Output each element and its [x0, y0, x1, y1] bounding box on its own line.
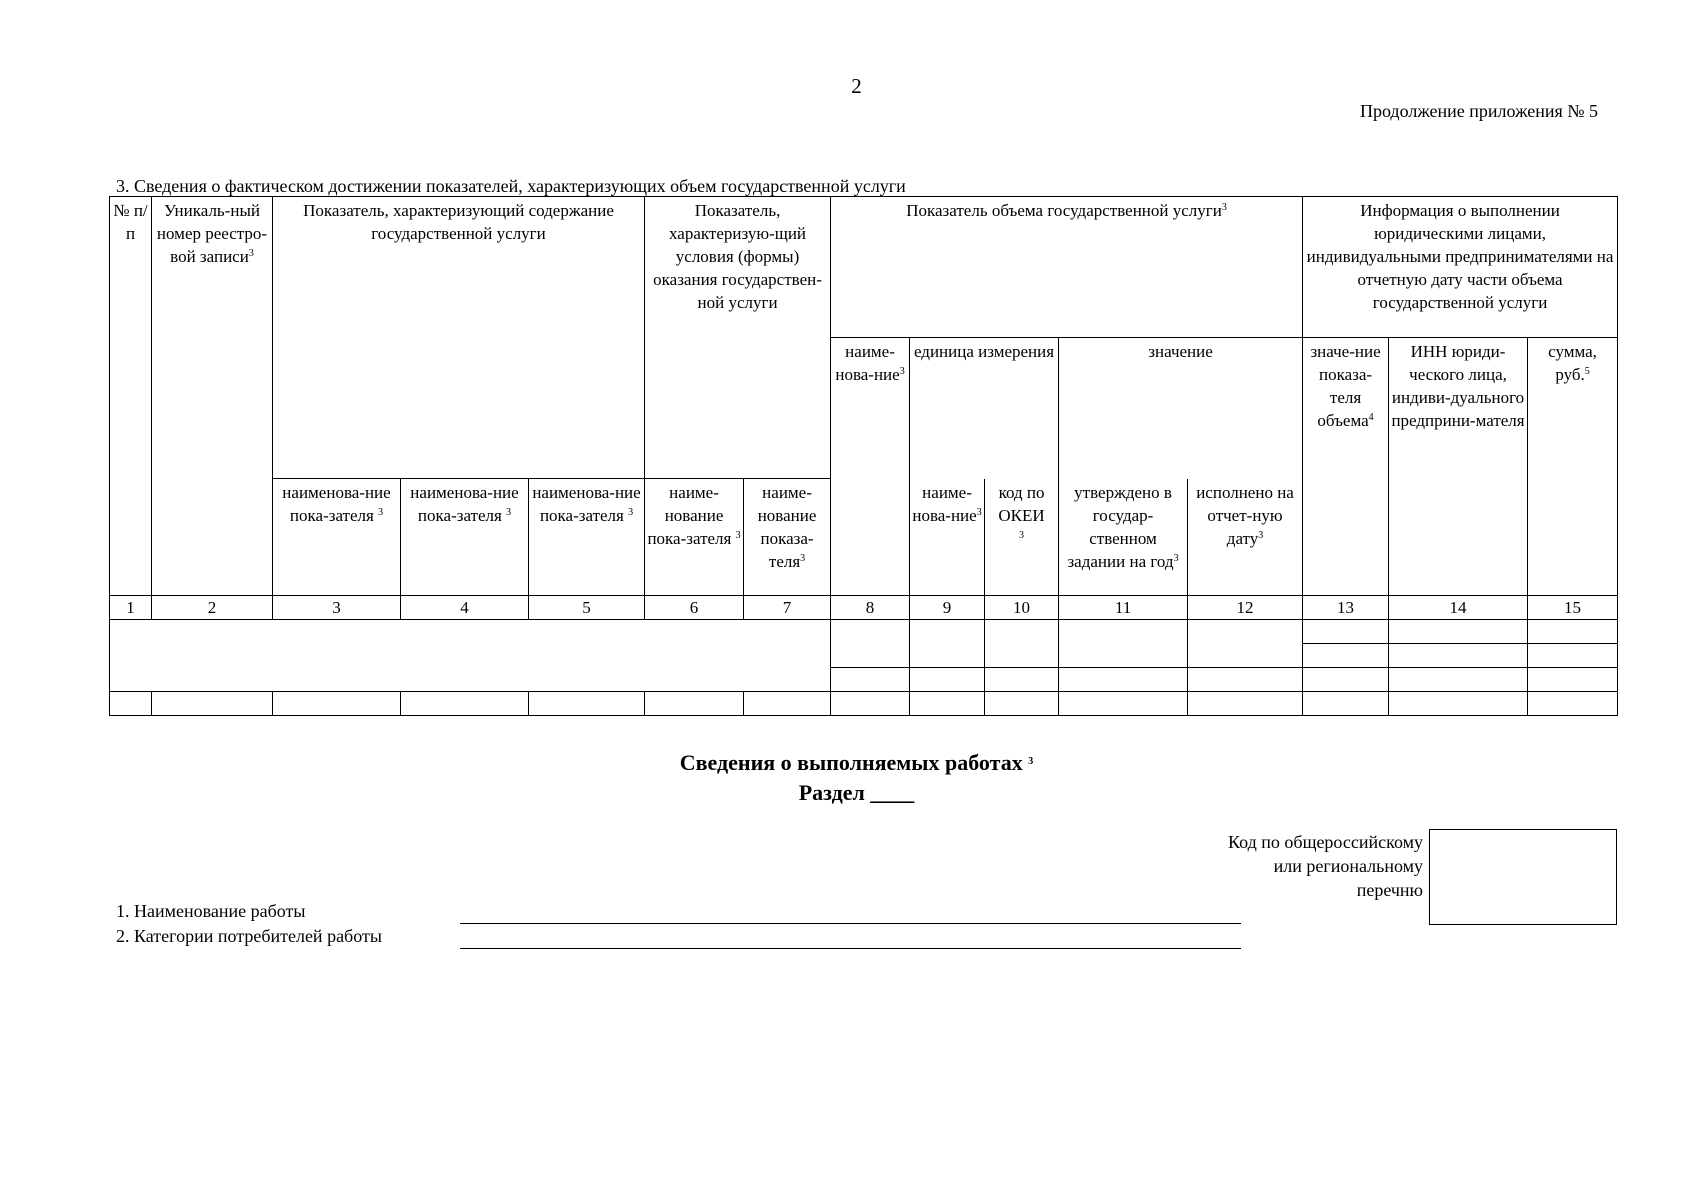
merged-empty-cell: [110, 620, 831, 692]
table-cell: [985, 620, 1059, 668]
table-cell: [1303, 620, 1389, 644]
table-cell: [273, 692, 401, 716]
table-cell: [831, 620, 910, 668]
header-executed: исполнено на отчет-ную дату$^3$: [1188, 479, 1303, 596]
table-cell: [645, 692, 744, 716]
table-cell: [110, 692, 152, 716]
table-cell: [1059, 692, 1188, 716]
works-title: Сведения о выполняемых работах: [679, 750, 1023, 775]
table-cell: [1188, 620, 1303, 668]
table-cell: [1303, 644, 1389, 668]
header-volume-indicator: Показатель объема государственной услуги$^3$: [831, 197, 1303, 338]
header-unit-name: наиме-нова-ние$^3$: [910, 479, 985, 596]
header-registry-number: Уникаль-ный номер реестро-вой записи$^3$: [152, 197, 273, 596]
header-content-indicator: Показатель, характеризующий содержание государственной услуги: [273, 197, 645, 479]
code-label: Код по общероссийскому или региональному перечню: [1228, 832, 1423, 900]
header-col3-indicator-name: наименова-ние пока-зателя $^3$: [273, 479, 401, 596]
table-cell: [985, 692, 1059, 716]
column-number: 4: [401, 596, 529, 620]
column-number: 5: [529, 596, 645, 620]
table-cell: [1389, 620, 1528, 644]
column-number: 11: [1059, 596, 1188, 620]
volume-indicators-table: [109, 196, 1618, 716]
page-number: 2: [851, 74, 862, 98]
table-cell: [831, 668, 910, 692]
header-col5-indicator-name: наименова-ние пока-зателя $^3$: [529, 479, 645, 596]
table-cell: [1528, 692, 1618, 716]
column-number: 3: [273, 596, 401, 620]
column-number: 10: [985, 596, 1059, 620]
table-cell: [985, 668, 1059, 692]
table-cell: [744, 692, 831, 716]
table-cell: [910, 668, 985, 692]
section-label: Раздел ____: [798, 780, 915, 805]
table-cell: [1188, 692, 1303, 716]
table-cell: [152, 692, 273, 716]
header-sum: сумма, руб.$^5$: [1528, 338, 1618, 479]
table-cell: [1389, 692, 1528, 716]
header-approved: утверждено в государ-ственном задании на год$^3$: [1059, 479, 1188, 596]
table-cell: [1528, 620, 1618, 644]
work-consumers-line[interactable]: [460, 948, 1241, 949]
header-indicator-value: значе-ние показа-теля объема$^4$: [1303, 338, 1389, 479]
table-cell: [1303, 692, 1389, 716]
code-input-box[interactable]: [1429, 829, 1617, 925]
column-number: 1: [110, 596, 152, 620]
appendix-note: Продолжение приложения № 5: [1359, 101, 1598, 121]
header-col4-indicator-name: наименова-ние пока-зателя $^3$: [401, 479, 529, 596]
table-cell: [1389, 644, 1528, 668]
header-col7-indicator-name: наиме-нование показа-теля$^3$: [744, 479, 831, 596]
table-cell: [1528, 668, 1618, 692]
table-cell: [1059, 620, 1188, 668]
header-execution-info: Информация о выполнении юридическими лицами, индивидуальными предпринимателями на отчетную дату части объема государственной услуги: [1303, 197, 1618, 338]
header-col6-indicator-name: наиме-нование пока-зателя $^3$: [645, 479, 744, 596]
table-cell: [910, 692, 985, 716]
header-col15-empty: [1528, 479, 1618, 596]
header-inn: ИНН юриди-ческого лица, индиви-дуального предприни-мателя: [1389, 338, 1528, 479]
column-number: 9: [910, 596, 985, 620]
work-name-line[interactable]: [460, 923, 1241, 924]
header-name: наиме-нова-ние$^3$: [831, 338, 910, 479]
works-footnote: 3: [1028, 756, 1034, 767]
table-cell: [1528, 644, 1618, 668]
column-number: 7: [744, 596, 831, 620]
table-cell: [1303, 668, 1389, 692]
work-consumers-label: 2. Категории потребителей работы: [116, 926, 382, 946]
header-value: значение: [1059, 338, 1303, 479]
column-number: 2: [152, 596, 273, 620]
table-cell: [831, 692, 910, 716]
column-number: 13: [1303, 596, 1389, 620]
column-number: 6: [645, 596, 744, 620]
header-col14-empty: [1389, 479, 1528, 596]
header-conditions-indicator: Показатель, характеризую-щий условия (формы) оказания государствен-ной услуги: [645, 197, 831, 479]
table-cell: [1059, 668, 1188, 692]
work-name-label: 1. Наименование работы: [116, 901, 306, 921]
table-cell: [401, 692, 529, 716]
works-heading: [0, 748, 1697, 808]
column-number: 8: [831, 596, 910, 620]
table-cell: [910, 620, 985, 668]
header-okei: код по ОКЕИ $^3$: [985, 479, 1059, 596]
table-cell: [1389, 668, 1528, 692]
header-col13-empty: [1303, 479, 1389, 596]
header-unit: единица измерения: [910, 338, 1059, 479]
header-col8-empty: [831, 479, 910, 596]
column-number: 12: [1188, 596, 1303, 620]
column-number: 14: [1389, 596, 1528, 620]
section3-title: 3. Сведения о фактическом достижении показателей, характеризующих объем государственной услуги: [116, 176, 906, 196]
table-cell: [1188, 668, 1303, 692]
header-no: № п/п: [110, 197, 152, 596]
table-cell: [529, 692, 645, 716]
column-number: 15: [1528, 596, 1618, 620]
